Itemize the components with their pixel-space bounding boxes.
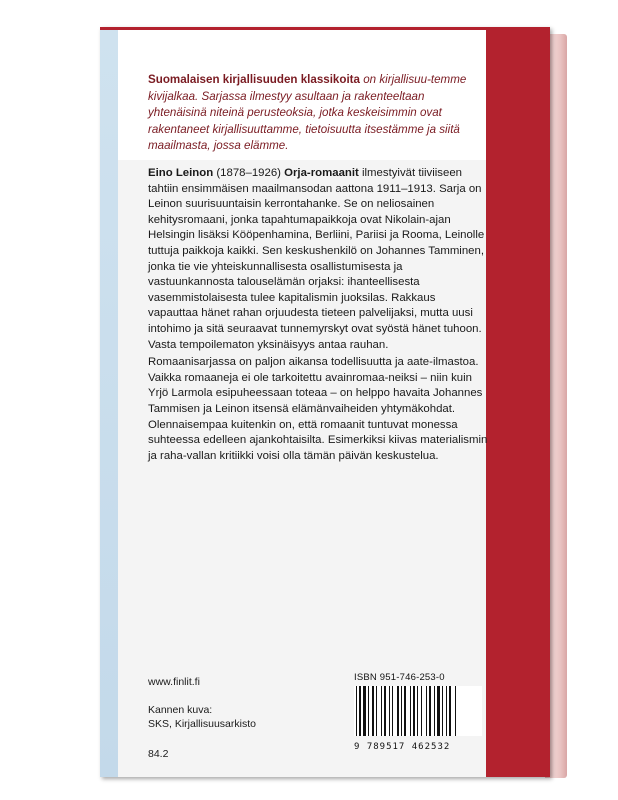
barcode-icon xyxy=(354,686,482,736)
author-name: Eino Leinon xyxy=(148,167,214,179)
blue-spine-strip xyxy=(100,30,118,777)
barcode-digits: 9 789517 462532 xyxy=(354,742,451,752)
cover-image-credit: SKS, Kirjallisuusarkisto xyxy=(148,718,256,730)
blurb xyxy=(148,166,488,466)
isbn-label: ISBN 951-746-253-0 xyxy=(354,672,445,683)
blurb-paragraph-2 xyxy=(148,355,488,464)
series-intro-text: on kirjallisuu-temme kivijalkaa. Sarjassa ilmestyy asultaan ja rakenteeltaan yhtenäisinä niteinä perusteoksia, jotka keskeisimmin ovat rakentaneet kirjallisuuttamme, tietoisuutta itsestämme ja siitä maailmasta, jossa elämme. xyxy=(148,73,467,153)
isbn-block xyxy=(354,672,482,752)
classification-code: 84.2 xyxy=(148,748,169,760)
publisher-url: www.finlit.fi xyxy=(148,676,200,688)
blurb-text-2: Romaanisarjassa on paljon aikansa todellisuutta ja aate-ilmastoa. Vaikka romaaneja ei ole tarkoitettu avainromaa-neiksi – niin kuin Yrjö Larmola esipuheessaan toteaa – on helppo havaita Johannes Tammisen ja Leinon itsensä elämänvaiheiden yhtymäkohdat. Olennaisempaa kuitenkin on, että romaanit tuntuvat monessa suhteessa edelleen ajankohtaisilta. Esimerkiksi kiivas materialismin ja raha-vallan kritiikki voisi olla tämän päivän keskustelua. xyxy=(148,356,488,462)
blurb-paragraph-1 xyxy=(148,166,488,353)
book-title: Orja-romaanit xyxy=(284,167,359,179)
series-intro-lead: Suomalaisen kirjallisuuden klassikoita xyxy=(148,73,360,86)
cover-image-label: Kannen kuva: xyxy=(148,704,213,716)
publisher-info xyxy=(148,675,348,761)
red-band xyxy=(486,30,546,777)
blurb-text-1: ilmestyivät tiiviiseen tahtiin ensimmäisen maailmansodan aattona 1911–1913. Sarja on Leinon suurisuuntaisin kerrontahanke. Se on neliosainen kehitysromaani, jonka tapahtumapaikkoja ovat Nikolain-ajan Helsingin lisäksi Kööpenhamina, Berliini, Pariisi ja Rooma, Leinolle tuttuja paikkoja kaikki. Sen keskushenkilö on Johannes Tamminen, jonka tie vie yhteiskunnallisesta osallistumisesta ja vastuunkannosta talouselämän orjaksi: ihanteellisesta vasemmistolaisesta tulee kapitalismin juoksilas. Rakkaus vapauttaa hänet rahan orjuudesta tieteen palvelijaksi, mutta uusi intohimo ja sitä seuraavat tunnemyrskyt ovat syöstä hänet tuhoon. Vasta tempoilematon yksinäisyys antaa rauhan. xyxy=(148,167,485,351)
series-intro xyxy=(148,72,483,155)
author-years: (1878–1926) xyxy=(213,167,285,179)
